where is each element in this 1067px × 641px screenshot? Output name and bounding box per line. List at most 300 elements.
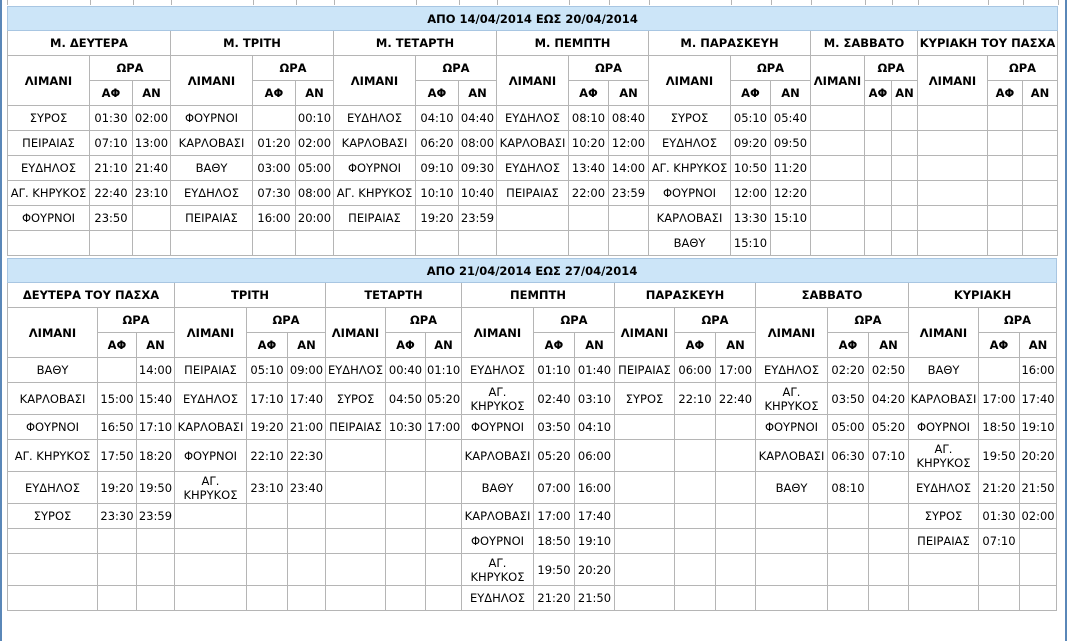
table-row	[8, 156, 1058, 181]
departure-header: ΑΦ	[98, 333, 137, 358]
arrival-time-cell	[426, 472, 462, 504]
departure-time-cell: 07:00	[534, 472, 575, 504]
port-cell: ΚΑΡΛΟΒΑΣΙ	[909, 383, 979, 415]
port-cell: ΑΓ. ΚΗΡΥΚΟΣ	[334, 181, 416, 206]
table-row	[8, 181, 1058, 206]
arrival-time-cell: 23:59	[137, 504, 175, 529]
arrival-header: ΑΝ	[716, 333, 756, 358]
departure-header: ΑΦ	[253, 81, 296, 106]
arrival-time-cell	[1023, 231, 1058, 256]
departure-time-cell: 05:10	[731, 106, 771, 131]
departure-header: ΑΦ	[731, 81, 771, 106]
arrival-time-cell: 05:00	[296, 156, 334, 181]
departure-time-cell	[865, 181, 892, 206]
departure-time-cell	[865, 106, 892, 131]
port-cell	[615, 529, 675, 554]
table-row	[8, 440, 1057, 472]
time-column-header: ΩΡΑ	[865, 56, 918, 81]
port-cell	[615, 504, 675, 529]
departure-time-cell: 10:50	[731, 156, 771, 181]
port-column-header: ΛΙΜΑΝΙ	[462, 308, 534, 358]
port-cell: ΑΓ. ΚΗΡΥΚΟΣ	[462, 554, 534, 586]
arrival-time-cell: 08:00	[459, 131, 497, 156]
port-column-header: ΛΙΜΑΝΙ	[756, 308, 828, 358]
port-cell: ΚΑΡΛΟΒΑΣΙ	[334, 131, 416, 156]
arrival-time-cell: 17:40	[575, 504, 615, 529]
time-column-header: ΩΡΑ	[253, 56, 334, 81]
port-cell	[175, 554, 247, 586]
arrival-time-cell	[869, 529, 909, 554]
arrival-time-cell: 16:00	[1020, 358, 1057, 383]
port-cell: ΦΟΥΡΝΟΙ	[8, 415, 98, 440]
departure-time-cell	[988, 181, 1023, 206]
port-column-header: ΛΙΜΑΝΙ	[334, 56, 416, 106]
arrival-time-cell	[137, 586, 175, 611]
day-header: ΠΑΡΑΣΚΕΥΗ	[615, 283, 756, 308]
port-cell	[918, 206, 988, 231]
departure-time-cell	[988, 206, 1023, 231]
arrival-time-cell: 05:40	[771, 106, 811, 131]
port-cell	[8, 554, 98, 586]
strip-divider	[416, 0, 417, 5]
arrival-time-cell: 09:50	[771, 131, 811, 156]
table-row	[8, 586, 1057, 611]
departure-time-cell	[979, 554, 1020, 586]
departure-time-cell: 06:00	[675, 358, 716, 383]
departure-time-cell: 04:50	[386, 383, 426, 415]
departure-time-cell: 00:40	[386, 358, 426, 383]
departure-time-cell	[675, 554, 716, 586]
departure-time-cell	[865, 156, 892, 181]
day-header: Μ. ΠΕΜΠΤΗ	[497, 31, 649, 56]
previous-table-edge	[7, 0, 1058, 5]
departure-time-cell: 19:20	[416, 206, 459, 231]
strip-divider	[609, 0, 610, 5]
port-cell	[909, 554, 979, 586]
departure-time-cell: 08:10	[828, 472, 869, 504]
time-column-header: ΩΡΑ	[731, 56, 811, 81]
departure-time-cell: 06:30	[828, 440, 869, 472]
port-cell	[175, 586, 247, 611]
arrival-time-cell: 13:00	[133, 131, 171, 156]
port-cell	[615, 472, 675, 504]
day-header: Μ. ΠΑΡΑΣΚΕΥΗ	[649, 31, 811, 56]
departure-time-cell	[828, 529, 869, 554]
port-column-header: ΛΙΜΑΝΙ	[8, 308, 98, 358]
departure-time-cell	[675, 440, 716, 472]
port-column-header: ΛΙΜΑΝΙ	[497, 56, 569, 106]
port-cell: ΕΥΔΗΛΟΣ	[462, 358, 534, 383]
departure-time-cell	[865, 206, 892, 231]
departure-time-cell: 05:10	[247, 358, 288, 383]
departure-time-cell: 22:40	[90, 181, 133, 206]
port-cell: ΠΕΙΡΑΙΑΣ	[326, 415, 386, 440]
departure-time-cell: 07:10	[979, 529, 1020, 554]
departure-time-cell: 02:40	[534, 383, 575, 415]
port-cell: ΦΟΥΡΝΟΙ	[462, 529, 534, 554]
port-cell: ΚΑΡΛΟΒΑΣΙ	[462, 440, 534, 472]
arrival-time-cell: 02:00	[296, 131, 334, 156]
arrival-time-cell: 16:00	[575, 472, 615, 504]
departure-time-cell: 05:00	[828, 415, 869, 440]
strip-divider	[171, 0, 172, 5]
port-cell	[334, 231, 416, 256]
time-column-header: ΩΡΑ	[979, 308, 1057, 333]
port-cell: ΚΑΡΛΟΒΑΣΙ	[497, 131, 569, 156]
arrival-time-cell	[869, 504, 909, 529]
departure-header: ΑΦ	[828, 333, 869, 358]
time-column-header: ΩΡΑ	[534, 308, 615, 333]
port-cell: ΕΥΔΗΛΟΣ	[8, 156, 90, 181]
port-cell: ΦΟΥΡΝΟΙ	[171, 106, 253, 131]
port-cell: ΦΟΥΡΝΟΙ	[334, 156, 416, 181]
strip-divider	[649, 0, 650, 5]
arrival-time-cell: 19:50	[137, 472, 175, 504]
departure-time-cell	[865, 131, 892, 156]
departure-time-cell: 22:10	[247, 440, 288, 472]
departure-time-cell	[675, 586, 716, 611]
port-cell: ΚΑΡΛΟΒΑΣΙ	[756, 440, 828, 472]
day-header: ΤΕΤΑΡΤΗ	[326, 283, 462, 308]
port-cell: ΦΟΥΡΝΟΙ	[756, 415, 828, 440]
departure-time-cell	[386, 529, 426, 554]
arrival-time-cell	[288, 504, 326, 529]
port-cell	[8, 231, 90, 256]
port-column-header: ΛΙΜΑΝΙ	[175, 308, 247, 358]
arrival-time-cell	[1020, 586, 1057, 611]
port-cell: ΕΥΔΗΛΟΣ	[497, 156, 569, 181]
departure-time-cell: 17:00	[534, 504, 575, 529]
day-header: Μ. ΤΡΙΤΗ	[171, 31, 334, 56]
strip-divider	[865, 0, 866, 5]
port-cell	[326, 554, 386, 586]
departure-time-cell	[979, 358, 1020, 383]
arrival-time-cell: 00:10	[296, 106, 334, 131]
arrival-time-cell	[1023, 206, 1058, 231]
arrival-time-cell: 22:30	[288, 440, 326, 472]
departure-time-cell	[90, 231, 133, 256]
arrival-time-cell	[716, 554, 756, 586]
arrival-time-cell	[426, 440, 462, 472]
arrival-time-cell	[716, 472, 756, 504]
departure-header: ΑΦ	[534, 333, 575, 358]
departure-time-cell: 03:50	[534, 415, 575, 440]
arrival-time-cell	[716, 586, 756, 611]
departure-header: ΑΦ	[569, 81, 609, 106]
arrival-time-cell	[459, 231, 497, 256]
arrival-time-cell	[1023, 181, 1058, 206]
arrival-time-cell: 04:10	[575, 415, 615, 440]
port-column-header: ΛΙΜΑΝΙ	[649, 56, 731, 106]
port-cell: ΦΟΥΡΝΟΙ	[909, 415, 979, 440]
day-header: ΔΕΥΤΕΡΑ ΤΟΥ ΠΑΣΧΑ	[8, 283, 175, 308]
departure-time-cell	[828, 504, 869, 529]
departure-time-cell	[247, 529, 288, 554]
arrival-time-cell	[133, 231, 171, 256]
arrival-time-cell: 22:40	[716, 383, 756, 415]
arrival-time-cell	[892, 156, 918, 181]
departure-time-cell: 09:10	[416, 156, 459, 181]
departure-time-cell	[569, 206, 609, 231]
arrival-time-cell	[426, 504, 462, 529]
departure-header: ΑΦ	[675, 333, 716, 358]
port-cell	[615, 586, 675, 611]
arrival-time-cell: 06:00	[575, 440, 615, 472]
time-column-header: ΩΡΑ	[828, 308, 909, 333]
strip-divider	[497, 0, 498, 5]
departure-time-cell: 01:10	[534, 358, 575, 383]
departure-time-cell	[386, 504, 426, 529]
departure-time-cell	[675, 472, 716, 504]
day-header: Μ. ΔΕΥΤΕΡΑ	[8, 31, 171, 56]
arrival-header: ΑΝ	[1020, 333, 1057, 358]
departure-time-cell: 10:20	[569, 131, 609, 156]
port-cell	[497, 206, 569, 231]
port-cell: ΒΑΘΥ	[462, 472, 534, 504]
departure-time-cell: 06:20	[416, 131, 459, 156]
departure-time-cell: 18:50	[979, 415, 1020, 440]
arrival-time-cell	[869, 586, 909, 611]
strip-divider	[569, 0, 570, 5]
time-column-header: ΩΡΑ	[90, 56, 171, 81]
departure-time-cell: 22:10	[675, 383, 716, 415]
arrival-time-cell	[296, 231, 334, 256]
port-column-header: ΛΙΜΑΝΙ	[8, 56, 90, 106]
arrival-time-cell: 19:10	[1020, 415, 1057, 440]
arrival-time-cell: 23:59	[459, 206, 497, 231]
arrival-time-cell	[1020, 529, 1057, 554]
departure-time-cell	[675, 504, 716, 529]
departure-time-cell: 12:00	[731, 181, 771, 206]
arrival-time-cell: 14:00	[609, 156, 649, 181]
arrival-header: ΑΝ	[459, 81, 497, 106]
arrival-time-cell	[288, 586, 326, 611]
arrival-time-cell: 05:20	[426, 383, 462, 415]
table-row	[8, 554, 1057, 586]
departure-header: ΑΦ	[90, 81, 133, 106]
arrival-time-cell	[892, 181, 918, 206]
arrival-header: ΑΝ	[296, 81, 334, 106]
arrival-time-cell: 17:40	[288, 383, 326, 415]
departure-time-cell: 03:00	[253, 156, 296, 181]
day-header: ΣΑΒΒΑΤΟ	[756, 283, 909, 308]
arrival-time-cell: 01:10	[426, 358, 462, 383]
arrival-time-cell: 23:40	[288, 472, 326, 504]
schedule-table-week2	[7, 258, 1057, 611]
departure-time-cell: 16:00	[253, 206, 296, 231]
departure-time-cell	[828, 586, 869, 611]
arrival-header: ΑΝ	[892, 81, 918, 106]
strip-divider	[253, 0, 254, 5]
departure-time-cell	[675, 415, 716, 440]
table-row	[8, 131, 1058, 156]
port-cell: ΣΥΡΟΣ	[326, 383, 386, 415]
departure-time-cell: 10:30	[386, 415, 426, 440]
arrival-time-cell	[1023, 156, 1058, 181]
arrival-time-cell	[137, 554, 175, 586]
arrival-time-cell	[892, 206, 918, 231]
departure-time-cell	[386, 586, 426, 611]
port-cell: ΑΓ. ΚΗΡΥΚΟΣ	[462, 383, 534, 415]
time-column-header: ΩΡΑ	[247, 308, 326, 333]
port-cell	[326, 586, 386, 611]
strip-divider	[1058, 0, 1059, 5]
strip-divider	[731, 0, 732, 5]
port-cell: ΒΑΘΥ	[649, 231, 731, 256]
port-cell	[811, 106, 865, 131]
arrival-time-cell	[426, 586, 462, 611]
arrival-header: ΑΝ	[869, 333, 909, 358]
arrival-time-cell: 21:50	[1020, 472, 1057, 504]
arrival-time-cell: 17:00	[716, 358, 756, 383]
departure-header: ΑΦ	[988, 81, 1023, 106]
port-cell: ΚΑΡΛΟΒΑΣΙ	[175, 415, 247, 440]
arrival-time-cell	[716, 415, 756, 440]
table-row	[8, 472, 1057, 504]
departure-time-cell: 01:30	[979, 504, 1020, 529]
port-cell	[326, 440, 386, 472]
arrival-time-cell: 11:20	[771, 156, 811, 181]
departure-time-cell: 13:40	[569, 156, 609, 181]
departure-time-cell	[386, 554, 426, 586]
table-row	[8, 358, 1057, 383]
arrival-time-cell: 21:50	[575, 586, 615, 611]
port-cell	[811, 156, 865, 181]
port-cell: ΚΑΡΛΟΒΑΣΙ	[8, 383, 98, 415]
port-column-header: ΛΙΜΑΝΙ	[326, 308, 386, 358]
port-column-header: ΛΙΜΑΝΙ	[811, 56, 865, 106]
arrival-time-cell: 02:00	[1020, 504, 1057, 529]
port-column-header: ΛΙΜΑΝΙ	[615, 308, 675, 358]
port-cell	[918, 106, 988, 131]
port-cell	[175, 504, 247, 529]
arrival-time-cell: 01:40	[575, 358, 615, 383]
strip-divider	[988, 0, 989, 5]
departure-time-cell	[988, 231, 1023, 256]
arrival-time-cell: 05:20	[869, 415, 909, 440]
port-cell	[615, 440, 675, 472]
arrival-time-cell: 23:59	[609, 181, 649, 206]
time-column-header: ΩΡΑ	[386, 308, 462, 333]
port-cell: ΣΥΡΟΣ	[909, 504, 979, 529]
arrival-time-cell: 17:10	[137, 415, 175, 440]
port-cell: ΠΕΙΡΑΙΑΣ	[497, 181, 569, 206]
port-cell	[811, 131, 865, 156]
port-cell	[918, 131, 988, 156]
port-cell	[918, 231, 988, 256]
port-cell: ΑΓ. ΚΗΡΥΚΟΣ	[175, 472, 247, 504]
port-cell: ΦΟΥΡΝΟΙ	[462, 415, 534, 440]
time-column-header: ΩΡΑ	[98, 308, 175, 333]
arrival-header: ΑΝ	[575, 333, 615, 358]
port-cell: ΕΥΔΗΛΟΣ	[171, 181, 253, 206]
port-cell: ΕΥΔΗΛΟΣ	[649, 131, 731, 156]
port-cell: ΠΕΙΡΑΙΑΣ	[171, 206, 253, 231]
departure-time-cell: 23:10	[247, 472, 288, 504]
arrival-time-cell	[426, 529, 462, 554]
time-column-header: ΩΡΑ	[569, 56, 649, 81]
arrival-time-cell	[716, 440, 756, 472]
port-cell	[8, 586, 98, 611]
arrival-time-cell	[869, 472, 909, 504]
port-column-header: ΛΙΜΑΝΙ	[918, 56, 988, 106]
departure-time-cell: 15:00	[98, 383, 137, 415]
arrival-time-cell	[1020, 554, 1057, 586]
departure-time-cell: 10:10	[416, 181, 459, 206]
table-row	[8, 206, 1058, 231]
departure-time-cell: 08:10	[569, 106, 609, 131]
arrival-time-cell: 04:40	[459, 106, 497, 131]
departure-time-cell: 03:50	[828, 383, 869, 415]
port-cell: ΣΥΡΟΣ	[649, 106, 731, 131]
port-cell: ΑΓ. ΚΗΡΥΚΟΣ	[909, 440, 979, 472]
departure-time-cell	[253, 106, 296, 131]
arrival-time-cell: 20:20	[1020, 440, 1057, 472]
departure-time-cell	[386, 440, 426, 472]
port-cell: ΚΑΡΛΟΒΑΣΙ	[462, 504, 534, 529]
departure-time-cell	[979, 586, 1020, 611]
strip-divider	[459, 0, 460, 5]
port-cell: ΕΥΔΗΛΟΣ	[756, 358, 828, 383]
departure-time-cell: 19:50	[979, 440, 1020, 472]
arrival-time-cell: 09:30	[459, 156, 497, 181]
arrival-header: ΑΝ	[426, 333, 462, 358]
arrival-time-cell	[771, 231, 811, 256]
arrival-time-cell	[609, 231, 649, 256]
port-cell: ΒΑΘΥ	[171, 156, 253, 181]
arrival-time-cell: 20:00	[296, 206, 334, 231]
arrival-time-cell: 07:10	[869, 440, 909, 472]
port-cell	[909, 586, 979, 611]
departure-time-cell: 04:10	[416, 106, 459, 131]
arrival-header: ΑΝ	[133, 81, 171, 106]
port-cell: ΕΥΔΗΛΟΣ	[909, 472, 979, 504]
port-cell	[326, 504, 386, 529]
arrival-time-cell: 15:40	[137, 383, 175, 415]
port-cell: ΠΕΙΡΑΙΑΣ	[8, 131, 90, 156]
departure-time-cell: 13:30	[731, 206, 771, 231]
port-cell: ΑΓ. ΚΗΡΥΚΟΣ	[756, 383, 828, 415]
arrival-time-cell	[1023, 106, 1058, 131]
port-cell	[756, 586, 828, 611]
strip-divider	[90, 0, 91, 5]
arrival-time-cell: 17:40	[1020, 383, 1057, 415]
port-cell: ΣΥΡΟΣ	[615, 383, 675, 415]
port-column-header: ΛΙΜΑΝΙ	[909, 308, 979, 358]
departure-time-cell: 01:20	[253, 131, 296, 156]
arrival-time-cell: 18:20	[137, 440, 175, 472]
port-cell: ΕΥΔΗΛΟΣ	[326, 358, 386, 383]
schedule-table-week1	[7, 6, 1058, 256]
port-cell	[811, 206, 865, 231]
table-row	[8, 231, 1058, 256]
arrival-time-cell: 21:00	[288, 415, 326, 440]
port-cell: ΑΓ. ΚΗΡΥΚΟΣ	[8, 440, 98, 472]
departure-time-cell: 02:20	[828, 358, 869, 383]
day-header: Μ. ΤΕΤΑΡΤΗ	[334, 31, 497, 56]
departure-time-cell: 01:30	[90, 106, 133, 131]
table-row	[8, 106, 1058, 131]
arrival-header: ΑΝ	[609, 81, 649, 106]
departure-time-cell	[988, 156, 1023, 181]
departure-time-cell: 21:20	[534, 586, 575, 611]
port-cell: ΣΥΡΟΣ	[8, 106, 90, 131]
departure-time-cell	[98, 554, 137, 586]
port-cell	[615, 554, 675, 586]
departure-time-cell: 19:20	[98, 472, 137, 504]
arrival-header: ΑΝ	[137, 333, 175, 358]
departure-time-cell: 05:20	[534, 440, 575, 472]
